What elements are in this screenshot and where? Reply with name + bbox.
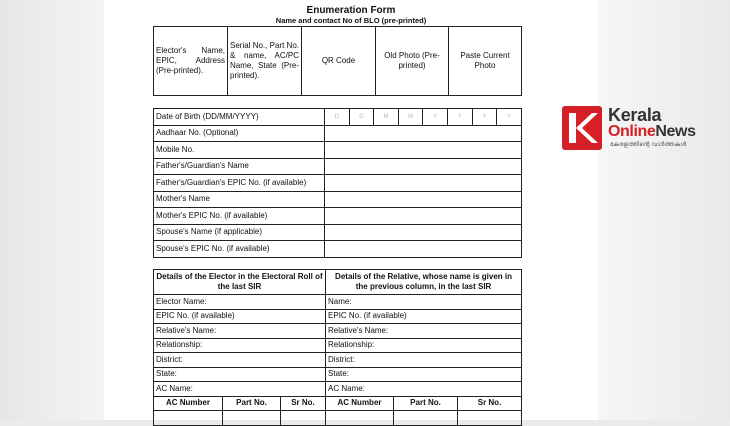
kerala-online-news-logo	[562, 104, 714, 152]
elector-ac-name-field[interactable]: AC Name:	[154, 382, 326, 397]
form-subtitle: Name and contact No of BLO (pre-printed)	[275, 16, 427, 25]
logo-k-mark-icon	[562, 106, 602, 150]
logo-word-kerala: Kerala	[608, 105, 662, 125]
relative-sr-no-value[interactable]	[458, 411, 522, 426]
qr-code-cell: QR Code	[302, 27, 376, 96]
elector-state-field[interactable]: State:	[154, 367, 326, 382]
personal-details-table	[153, 108, 522, 258]
mother-epic-field[interactable]	[325, 208, 522, 225]
logo-tagline: കേരളത്തിന്റെ വാർത്തകൾ	[610, 142, 687, 148]
form-title: Enumeration Form	[306, 5, 396, 16]
serial-details-cell: Serial No., Part No. & name, AC/PC Name, State (Pre-printed).	[228, 27, 302, 96]
relative-ac-number-value[interactable]	[326, 411, 394, 426]
dob-digit-box[interactable]: Y	[472, 109, 497, 126]
relative-epic-field[interactable]: EPIC No. (if available)	[326, 309, 522, 324]
col-relative-sr-no: Sr No.	[458, 396, 522, 411]
background-left	[0, 0, 104, 420]
col-relative-ac-number: AC Number	[326, 396, 394, 411]
ac-number-value[interactable]	[154, 411, 223, 426]
relative-relationship-field[interactable]: Relationship:	[326, 338, 522, 353]
dob-digit-box[interactable]: Y	[447, 109, 472, 126]
elector-relationship-field[interactable]: Relationship:	[154, 338, 326, 353]
elector-sir-heading: Details of the Elector in the Electoral Roll of the last SIR	[154, 270, 326, 295]
col-ac-number: AC Number	[154, 396, 223, 411]
mother-name-label: Mother's Name	[154, 191, 325, 208]
elector-name-field[interactable]: Elector Name:	[154, 295, 326, 310]
col-relative-part-no: Part No.	[394, 396, 458, 411]
relative-sir-heading: Details of the Relative, whose name is given in the previous column, in the last SIR	[326, 270, 522, 295]
relative-relative-name-field[interactable]: Relative's Name:	[326, 324, 522, 339]
mobile-field[interactable]	[325, 142, 522, 159]
logo-word-online-news	[608, 123, 696, 141]
dob-digit-box[interactable]: D	[349, 109, 374, 126]
relative-ac-name-field[interactable]: AC Name:	[326, 382, 522, 397]
dob-digit-box[interactable]: M	[398, 109, 423, 126]
relative-part-no-value[interactable]	[394, 411, 458, 426]
spouse-epic-label: Spouse's EPIC No. (if available)	[154, 241, 325, 258]
dob-digit-box[interactable]: D	[325, 109, 350, 126]
elector-district-field[interactable]: District:	[154, 353, 326, 368]
relative-district-field[interactable]: District:	[326, 353, 522, 368]
col-part-no: Part No.	[223, 396, 281, 411]
sir-details-table	[153, 269, 522, 426]
logo-word-online: Online	[608, 123, 656, 140]
mobile-label: Mobile No.	[154, 142, 325, 159]
dob-digit-box[interactable]: Y	[497, 109, 522, 126]
mother-epic-label: Mother's EPIC No. (if available)	[154, 208, 325, 225]
elector-relative-name-field[interactable]: Relative's Name:	[154, 324, 326, 339]
dob-digit-box[interactable]: Y	[423, 109, 448, 126]
spouse-name-label: Spouse's Name (if applicable)	[154, 224, 325, 241]
spouse-name-field[interactable]	[325, 224, 522, 241]
dob-label: Date of Birth (DD/MM/YYYY)	[154, 109, 325, 126]
mother-name-field[interactable]	[325, 191, 522, 208]
father-name-field[interactable]	[325, 158, 522, 175]
sr-no-value[interactable]	[281, 411, 326, 426]
old-photo-cell: Old Photo (Pre-printed)	[376, 27, 449, 96]
dob-digit-box[interactable]: M	[374, 109, 399, 126]
relative-state-field[interactable]: State:	[326, 367, 522, 382]
spouse-epic-field[interactable]	[325, 241, 522, 258]
father-name-label: Father's/Guardian's Name	[154, 158, 325, 175]
logo-word-news: News	[655, 123, 696, 140]
father-epic-field[interactable]	[325, 175, 522, 192]
paste-photo-cell: Paste Current Photo	[449, 27, 522, 96]
aadhaar-field[interactable]	[325, 125, 522, 142]
relative-name-field[interactable]: Name:	[326, 295, 522, 310]
background-right	[598, 0, 730, 420]
header-table	[153, 26, 522, 96]
dob-row	[154, 109, 522, 126]
father-epic-label: Father's/Guardian's EPIC No. (if available)	[154, 175, 325, 192]
part-no-value[interactable]	[223, 411, 281, 426]
aadhaar-label: Aadhaar No. (Optional)	[154, 125, 325, 142]
col-sr-no: Sr No.	[281, 396, 326, 411]
elector-details-cell: Elector's Name, EPIC, Address (Pre-printed).	[154, 27, 228, 96]
elector-epic-field[interactable]: EPIC No. (if available)	[154, 309, 326, 324]
